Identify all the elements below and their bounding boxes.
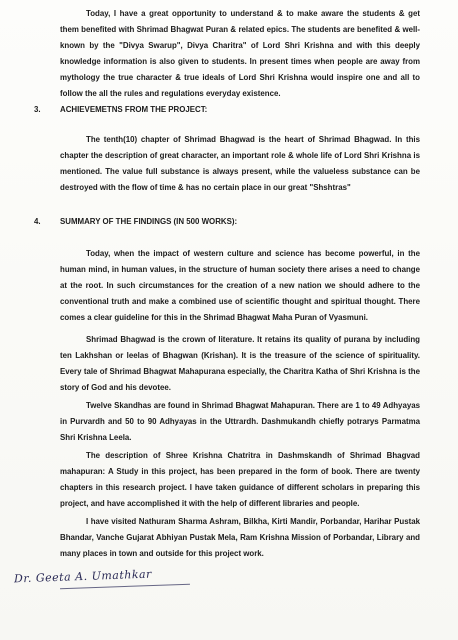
paragraph-summary-5: I have visited Nathuram Sharma Ashram, Bilkha, Kirti Mandir, Porbandar, Harihar Pustak Bhandar, Vanche Gujarat Abhiyan Pustak Mela, Ram Krishna Mission of Porbandar, Library and many places in town and outside for this project work. xyxy=(60,517,420,558)
section-heading-achievements xyxy=(34,102,424,118)
paragraph-achievements: The tenth(10) chapter of Shrimad Bhagwad is the heart of Shrimad Bhagwad. In this chapter the description of great character, an important role & whole life of Lord Shri Krishna is mentioned. The value full substance is always present, while the valueless substance can be destroyed with the flow of time & has no certain place in our great "Shshtras" xyxy=(60,135,420,192)
signature-underline xyxy=(60,584,190,590)
handwritten-signature: Dr. Geeta A. Umathkar xyxy=(13,567,153,586)
paragraph-summary-2: Shrimad Bhagwad is the crown of literature. It retains its quality of purana by including ten Lakhshan or leelas of Bhagwan (Krishan). It is the treasure of the science of spirituality. Every tale of Shrimad Bhagwat Mahapurana especially, the Charitra Katha of Shri Krishna is the story of God and his devotee. xyxy=(60,335,420,392)
section-number: 4. xyxy=(34,217,41,226)
paragraph-summary-4: The description of Shree Krishna Chatritra in Dashmskandh of Shrimad Bhagvad mahapuran: A Study in this project, has been prepared in the form of book. There are twenty chapters in this research project. I have taken guidance of different scholars in preparing this project, and have accomplished it with the help of different libraries and people. xyxy=(60,451,420,508)
paragraph-summary-3: Twelve Skandhas are found in Shrimad Bhagwat Mahapuran. There are 1 to 49 Adhyayas in Purvardh and 50 to 90 Adhyayas in the Uttrardh. Dashmukandh chiefly potrarys Parmatma Shri Krishna Leela. xyxy=(60,401,420,442)
paragraph-summary-1: Today, when the impact of western culture and science has become powerful, in the human mind, in human values, in the structure of human society there arises a need to change at the root. In such circumstances for the creation of a new nation we should adhere to the conventional truth and make a combined use of scientific thought and spiritual thought. There comes a clear guideline for this in the Shrimad Bhagwat Maha Puran of Vyasmuni. xyxy=(60,249,420,322)
paragraph-intro: Today, I have a great opportunity to understand & to make aware the students & get them benefited with Shrimad Bhagwat Puran & related epics. The students are benefited & well-known by the "Divya Swarup", Divya Charitra" of Lord Shri Krishna and with this deeply knowledge information is also given to students. In present times when people are away from mythology the true character & true ideals of Lord Shri Krishna would inspire one and all to follow the all the rules and regulations everyday existence. xyxy=(60,9,420,98)
section-title: SUMMARY OF THE FINDINGS (IN 500 WORKS): xyxy=(60,217,238,226)
section-heading-summary xyxy=(34,214,424,230)
section-title: ACHIEVEMETNS FROM THE PROJECT: xyxy=(60,105,208,114)
section-number: 3. xyxy=(34,105,41,114)
